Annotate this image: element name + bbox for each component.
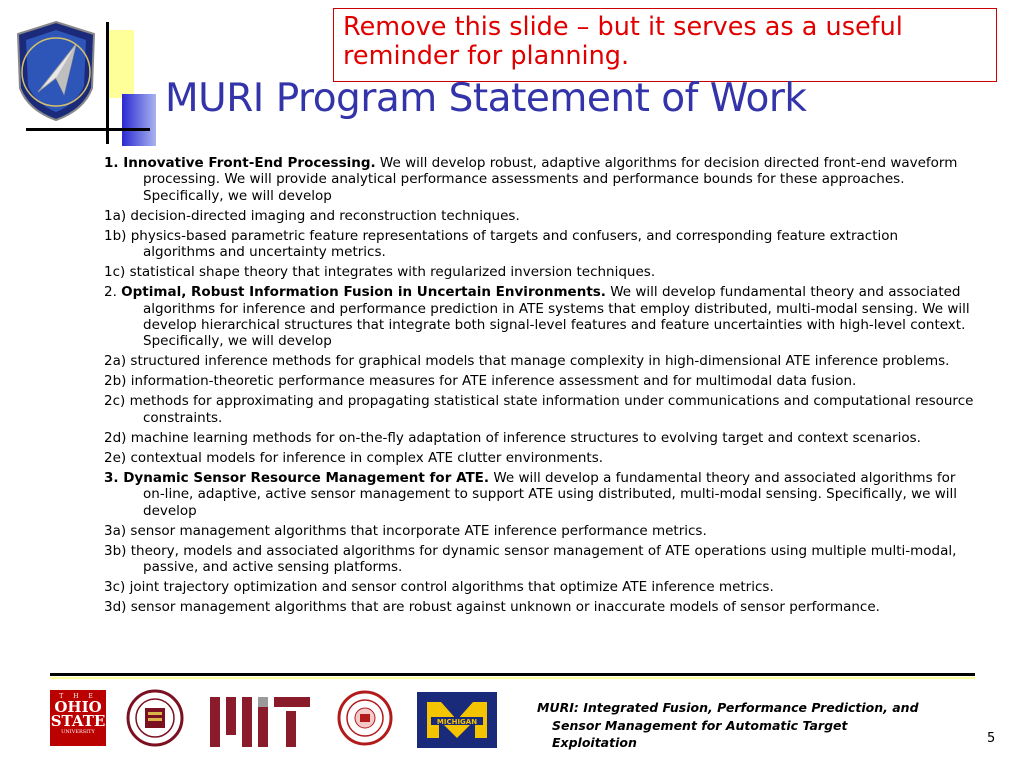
- header-accent-yellow: [108, 30, 134, 98]
- michigan-logo: [417, 692, 497, 748]
- footer-project-title: MURI: Integrated Fusion, Performance Prediction, and Sensor Management for Automatic Target Exploitation: [537, 700, 919, 750]
- item-text: We will develop fundamental theory and associated algorithms for inference and performance prediction in ATE systems that employ distributed, multi-modal sensing. We will develop hierarchical structures that integrate both signal-level features and feature uncertainties with high-level context. Specifically, we will develop: [143, 284, 970, 350]
- list-item: [104, 264, 974, 280]
- ohio-state-logo: [50, 690, 106, 746]
- item-text: 3c) joint trajectory optimization and sensor control algorithms that optimize ATE inference metrics.: [104, 579, 774, 596]
- item-heading: Optimal, Robust Information Fusion in Uncertain Environments.: [121, 284, 606, 301]
- item-text: 3d) sensor management algorithms that are robust against unknown or inaccurate models of sensor performance.: [104, 599, 880, 616]
- list-item: [104, 599, 974, 615]
- list-item: [104, 373, 974, 389]
- cornell-seal-logo: [337, 690, 393, 746]
- list-item: [104, 284, 974, 350]
- item-text: 1b) physics-based parametric feature representations of targets and confusers, and corresponding feature extraction algorithms and uncertainty metrics.: [104, 227, 899, 261]
- list-item: [104, 208, 974, 224]
- list-item: [104, 543, 974, 576]
- header-horizontal-rule: [26, 128, 150, 131]
- osu-line2a: OHIO: [54, 698, 102, 716]
- footer-accent-rule: [50, 677, 975, 679]
- reminder-note: Remove this slide – but it serves as a useful reminder for planning.: [333, 8, 997, 82]
- list-item: [104, 393, 974, 426]
- item-text: 2d) machine learning methods for on-the-fly adaptation of inference structures to evolving target and context scenarios.: [104, 429, 921, 446]
- item-text: 2b) information-theoretic performance measures for ATE inference assessment and for multimodal data fusion.: [104, 373, 857, 390]
- list-item: [104, 470, 974, 519]
- florida-state-seal-logo: [126, 688, 184, 748]
- afrl-seal-logo: [12, 18, 100, 122]
- item-text: We will develop robust, adaptive algorithms for decision directed front-end waveform processing. We will provide analytical performance assessments and performance bounds for these approaches. Specifically, we will develop: [143, 155, 958, 204]
- item-text: 2e) contextual models for inference in complex ATE clutter environments.: [104, 449, 604, 466]
- list-item: [104, 579, 974, 595]
- footer-rule: [50, 673, 975, 676]
- osu-line1: T H E: [59, 693, 97, 700]
- osu-line3: UNIVERSITY: [61, 729, 95, 735]
- item-heading: 3. Dynamic Sensor Resource Management for ATE.: [104, 469, 490, 486]
- item-text: 2c) methods for approximating and propagating statistical state information under communications and computational resource constraints.: [104, 393, 974, 426]
- page-number: 5: [987, 731, 996, 746]
- list-item: [104, 228, 974, 261]
- list-item: [104, 450, 974, 466]
- item-heading: 1. Innovative Front-End Processing.: [104, 155, 376, 171]
- header-vertical-rule: [106, 22, 109, 144]
- item-text: 3b) theory, models and associated algorithms for dynamic sensor management of ATE operations using multiple multi-modal, passive, and active sensing platforms.: [104, 542, 957, 576]
- item-text: 3a) sensor management algorithms that incorporate ATE inference performance metrics.: [104, 522, 707, 539]
- statement-of-work-body: [104, 155, 974, 619]
- item-text: 1a) decision-directed imaging and reconstruction techniques.: [104, 207, 520, 224]
- item-text: 1c) statistical shape theory that integrates with regularized inversion techniques.: [104, 264, 656, 281]
- item-text: We will develop a fundamental theory and associated algorithms for on-line, adaptive, active sensor management to support ATE using distributed, multi-modal sensing. Specifically, we will develop: [143, 469, 957, 519]
- list-item: [104, 155, 974, 204]
- michigan-wordmark: MICHIGAN: [436, 718, 478, 726]
- list-item: [104, 523, 974, 539]
- slide-title: MURI Program Statement of Work: [165, 76, 807, 121]
- item-prefix: 2.: [104, 284, 122, 301]
- item-text: 2a) structured inference methods for graphical models that manage complexity in high-dimensional ATE inference problems.: [104, 353, 950, 370]
- list-item: [104, 353, 974, 369]
- header-accent-blue: [122, 94, 156, 146]
- list-item: [104, 430, 974, 446]
- osu-line2b: STATE: [50, 712, 106, 730]
- mit-logo: [210, 697, 310, 747]
